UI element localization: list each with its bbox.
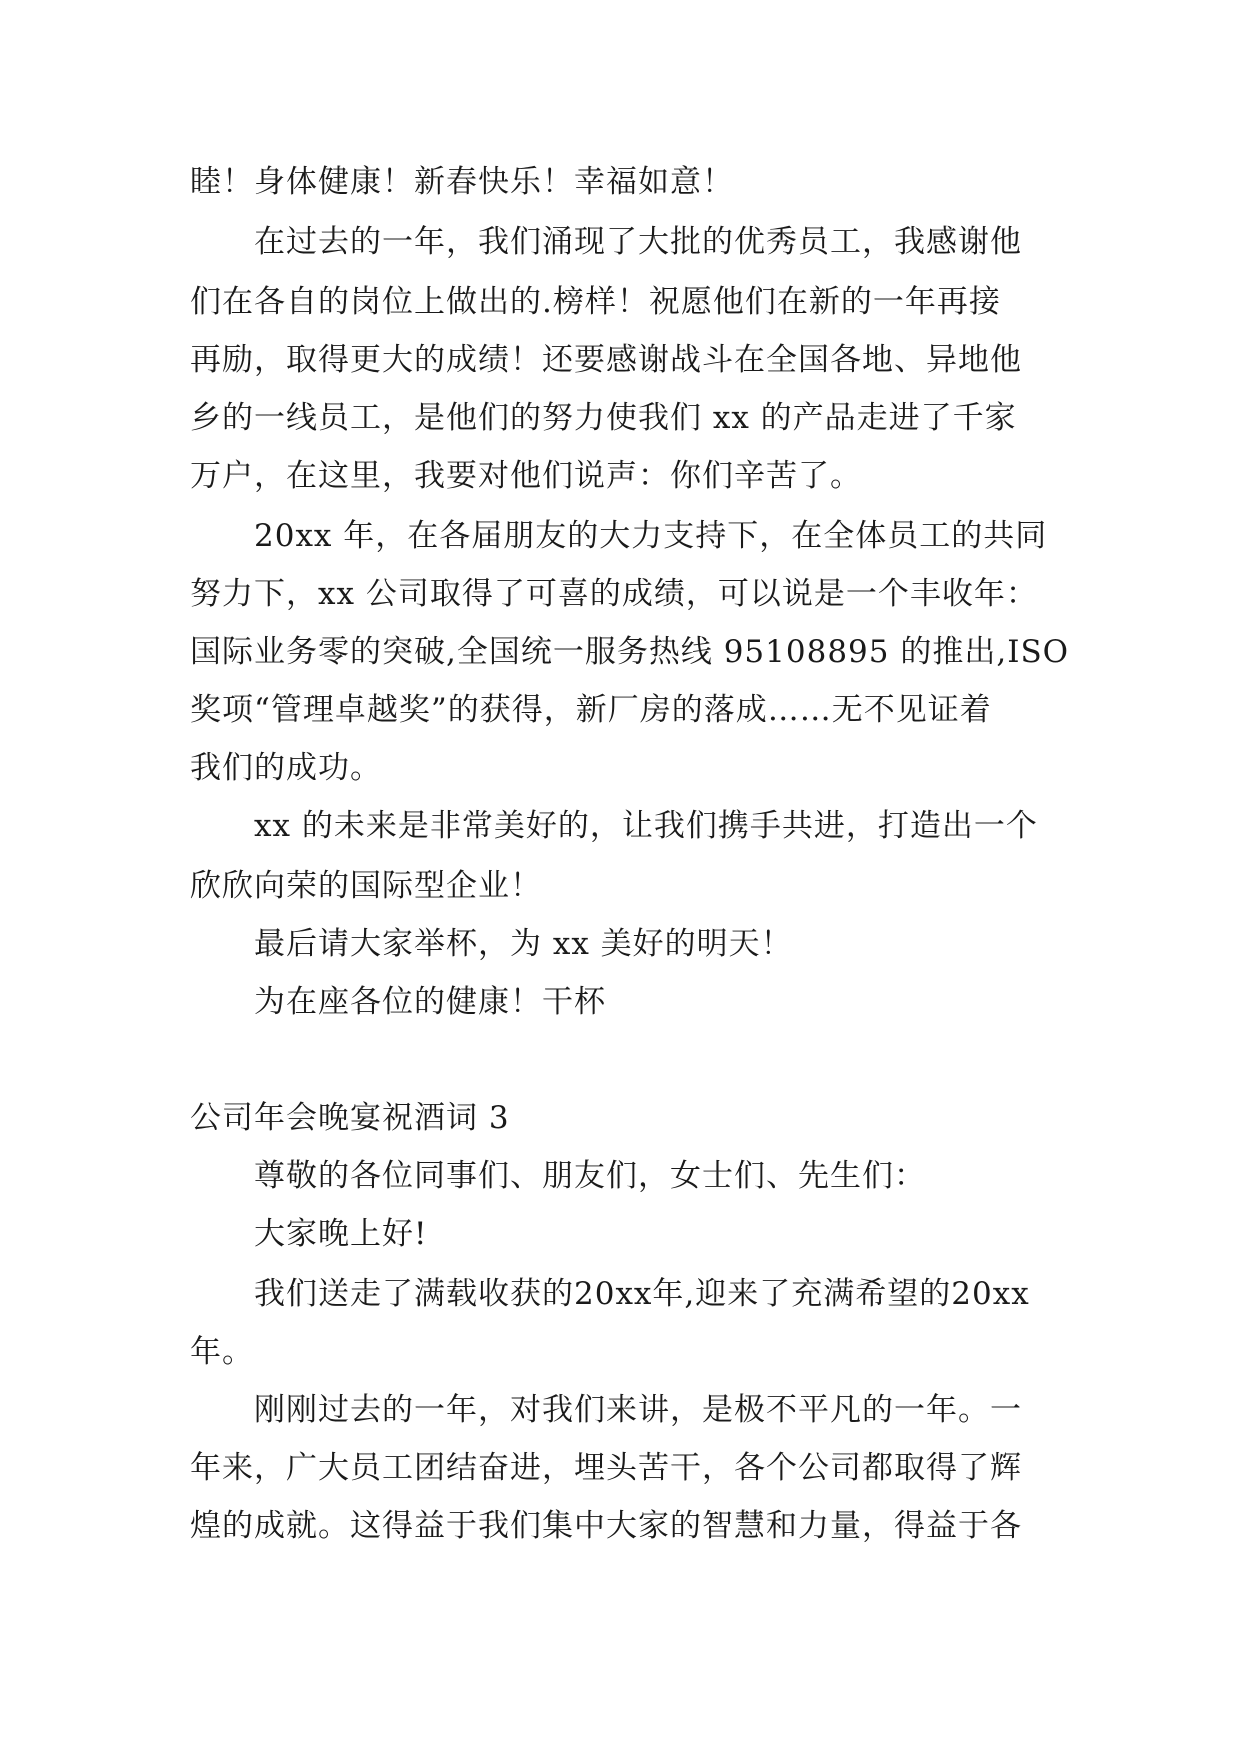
- paragraph-line: xx 的未来是非常美好的，让我们携手共进，打造出一个: [254, 808, 1038, 844]
- paragraph-line: 尊敬的各位同事们、朋友们，女士们、先生们：: [254, 1158, 926, 1194]
- paragraph-line: 乡的一线员工，是他们的努力使我们 xx 的产品走进了千家: [190, 400, 1017, 436]
- paragraph-line: 年来，广大员工团结奋进，埋头苦干，各个公司都取得了辉: [190, 1450, 1022, 1486]
- paragraph-line: 我们送走了满载收获的20xx年,迎来了充满希望的20xx: [254, 1276, 1030, 1312]
- paragraph-line: 们在各自的岗位上做出的.榜样！祝愿他们在新的一年再接: [190, 284, 1001, 320]
- paragraph-line: 大家晚上好!: [254, 1216, 428, 1252]
- section-title: 公司年会晚宴祝酒词 3: [190, 1100, 510, 1136]
- paragraph-line: 20xx 年，在各届朋友的大力支持下，在全体员工的共同: [254, 518, 1048, 554]
- paragraph-line: 刚刚过去的一年，对我们来讲，是极不平凡的一年。一: [254, 1392, 1022, 1428]
- paragraph-line: 煌的成就。这得益于我们集中大家的智慧和力量，得益于各: [190, 1508, 1022, 1544]
- paragraph-line: 我们的成功。: [190, 750, 382, 786]
- paragraph-line: 年。: [190, 1334, 254, 1370]
- paragraph-line: 万户，在这里，我要对他们说声：你们辛苦了。: [190, 458, 862, 494]
- paragraph-line: 国际业务零的突破,全国统一服务热线 95108895 的推出,ISO: [190, 634, 1070, 670]
- paragraph-line: 睦！身体健康！新春快乐！幸福如意！: [190, 164, 734, 200]
- paragraph-line: 欣欣向荣的国际型企业！: [190, 868, 542, 904]
- paragraph-line: 再励，取得更大的成绩！还要感谢战斗在全国各地、异地他: [190, 342, 1022, 378]
- paragraph-line: 最后请大家举杯，为 xx 美好的明天！: [254, 926, 793, 962]
- paragraph-line: 在过去的一年，我们涌现了大批的优秀员工，我感谢他: [254, 224, 1022, 260]
- paragraph-line: 奖项“管理卓越奖”的获得，新厂房的落成……无不见证着: [190, 692, 992, 728]
- paragraph-line: 努力下，xx 公司取得了可喜的成绩，可以说是一个丰收年：: [190, 576, 1038, 612]
- paragraph-line: 为在座各位的健康！干杯: [254, 984, 606, 1020]
